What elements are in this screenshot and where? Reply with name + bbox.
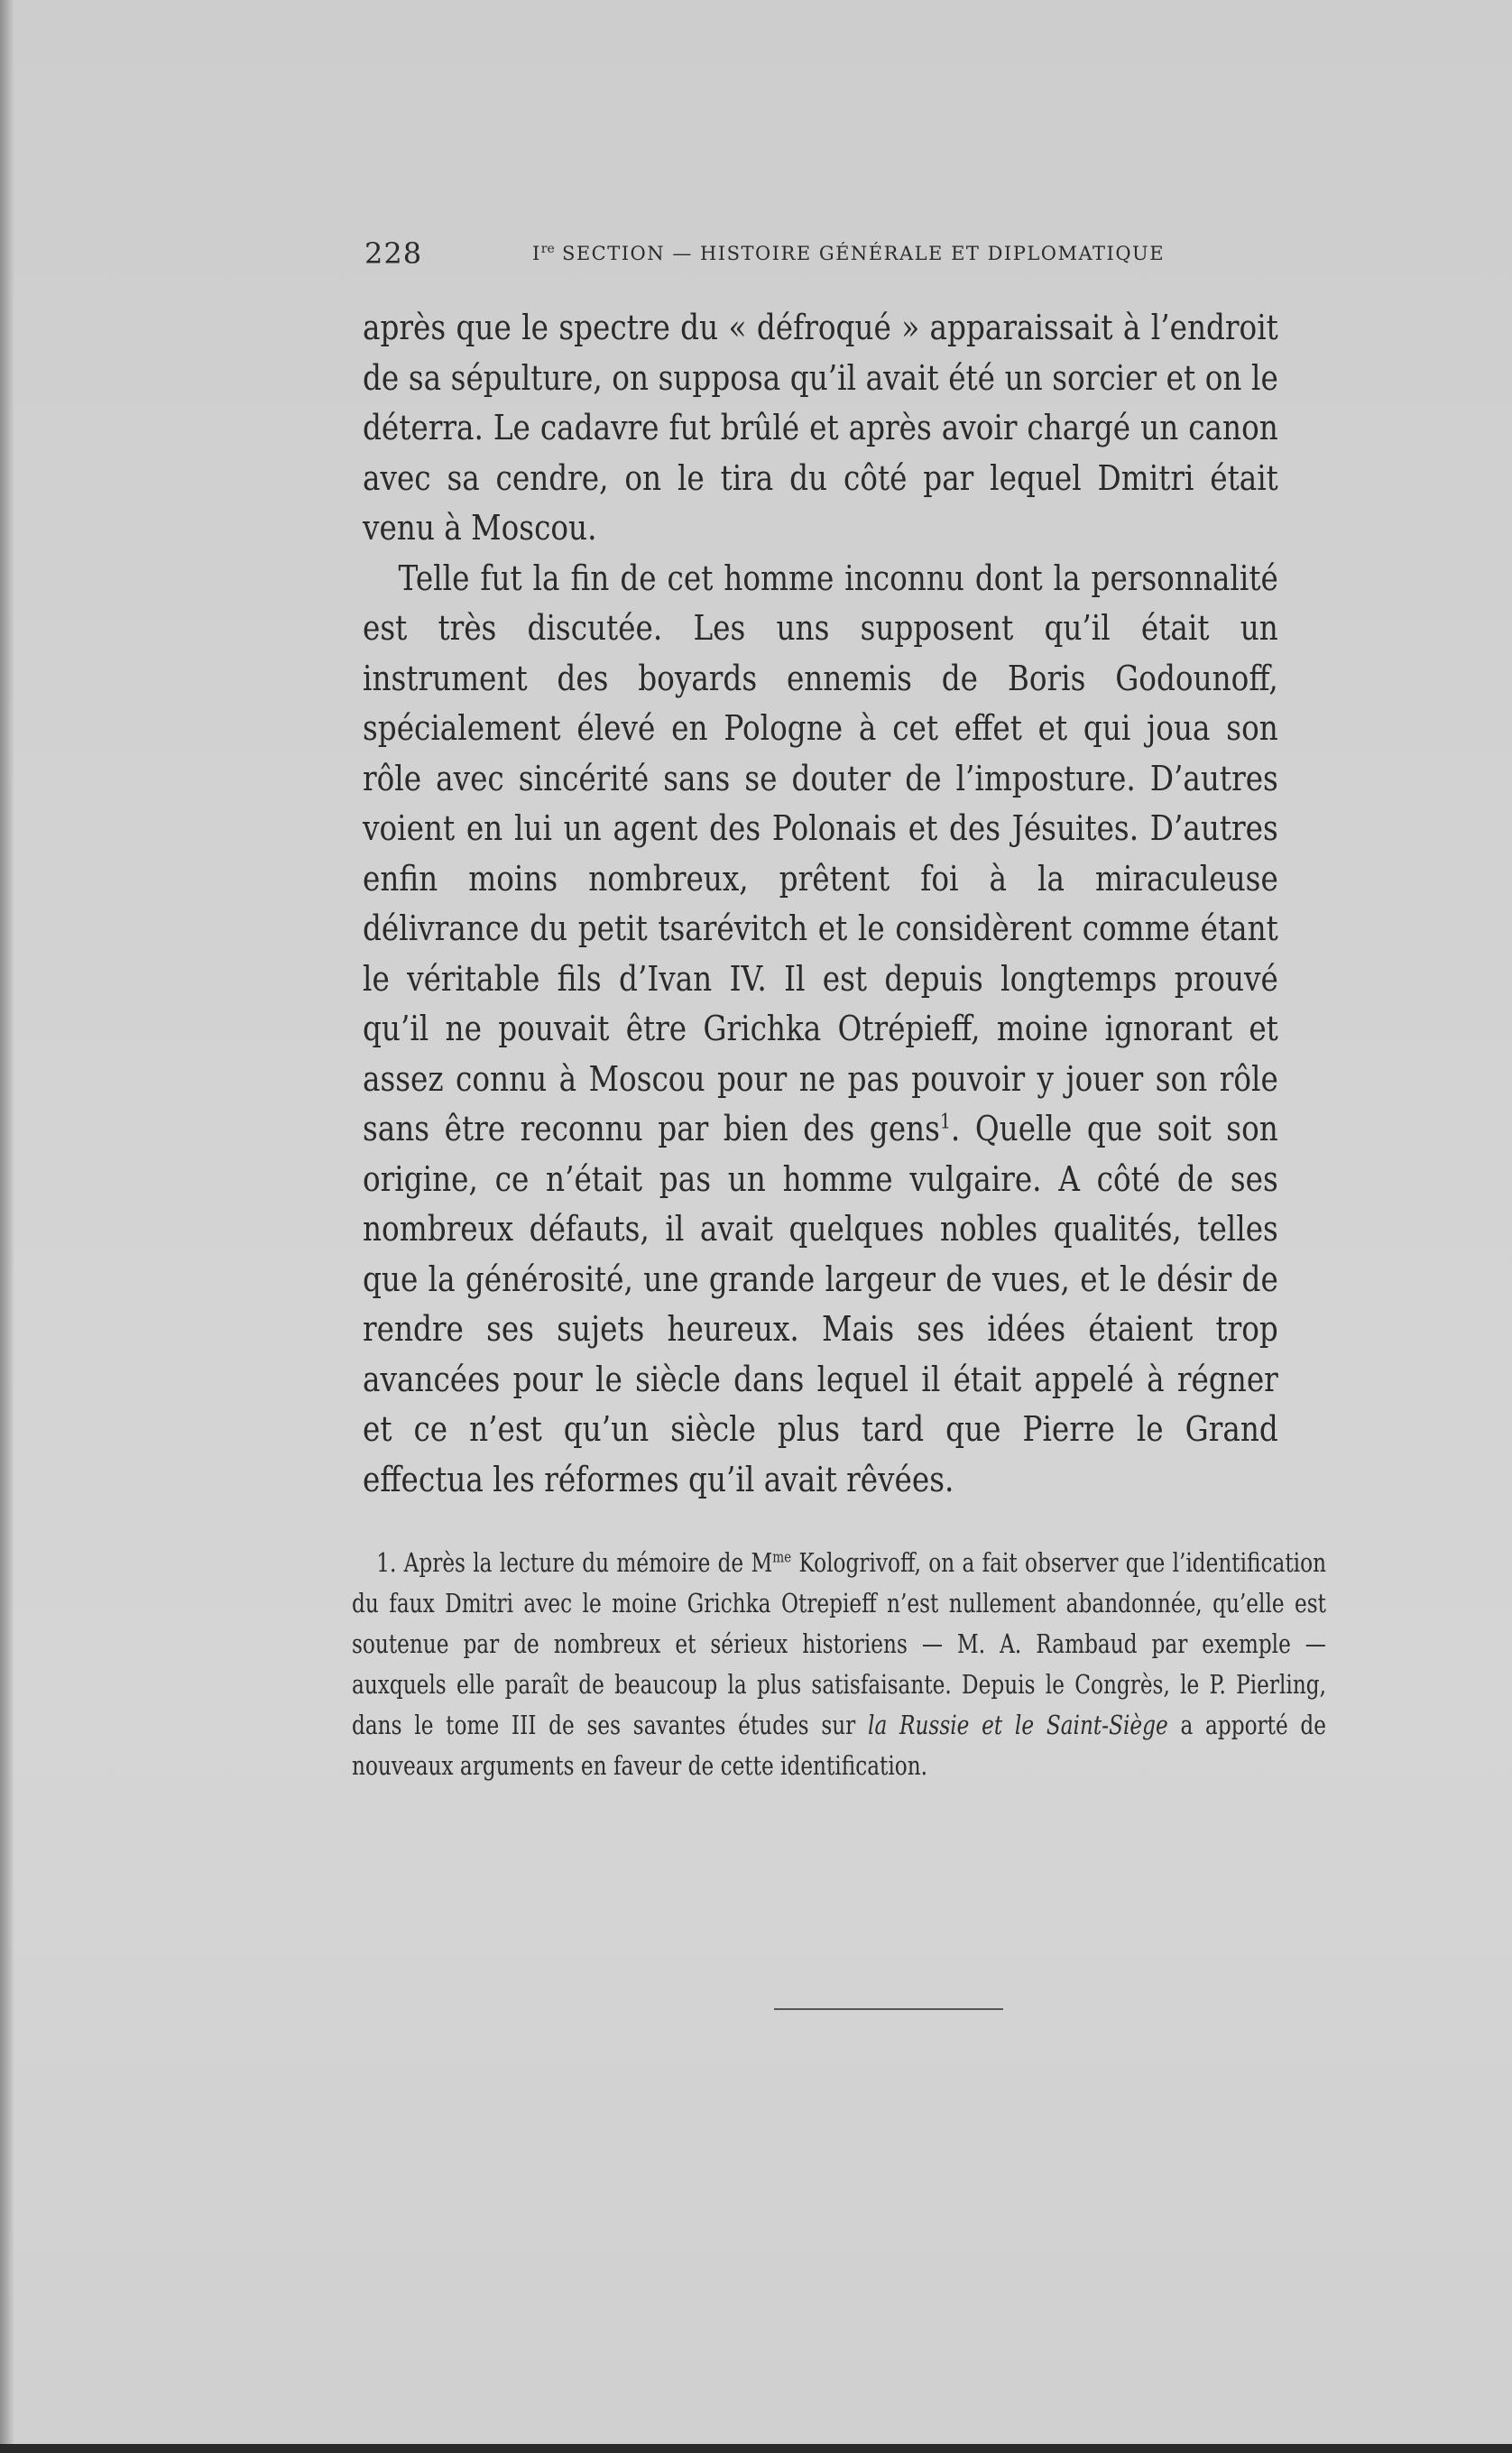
footnote-text-a: Après la lecture du mémoire de M bbox=[403, 1547, 773, 1578]
page-header bbox=[364, 236, 1276, 276]
footnote bbox=[352, 1543, 1326, 1786]
footnote-number: 1. bbox=[376, 1547, 397, 1578]
paragraph-2-part-1: Telle fut la fin de cet homme inconnu dont la personnalité est très discutée. Les uns supposent qu’il était un instrument des boyards ennemis de Boris Godounoff, spécialement élevé en Pologne à cet effet et qui joua son rôle avec sincérité sans se douter de l’imposture. D’autres voient en lui un agent des Polonais et des Jésuites. D’autres enfin moins nombreux, prêtent foi à la miraculeuse délivrance du petit tsarévitch et le considèrent comme étant le véritable fils d’Ivan IV. Il est depuis longtemps prouvé qu’il ne pouvait être Grichka Otrépieff, moine ignorant et assez connu à Moscou pour ne pas pouvoir y jouer son rôle sans être reconnu par bien des gens bbox=[363, 558, 1278, 1148]
running-head bbox=[532, 242, 1165, 264]
section-title: SECTION — HISTOIRE GÉNÉRALE ET DIPLOMATIQUE bbox=[561, 243, 1166, 264]
scan-bottom-edge bbox=[0, 2444, 1512, 2453]
footnote-work-title: la Russie et le Saint-Siège bbox=[868, 1710, 1168, 1740]
paragraph-1: après que le spectre du « défroqué » apparaissait à l’endroit de sa sépulture, on supposa qu’il avait été un sorcier et on le déterra. Le cadavre fut brûlé et après avoir chargé un canon avec sa cendre, on le tira du côté par lequel Dmitri était venu à Moscou. bbox=[363, 308, 1278, 548]
paragraph-2-part-2: . Quelle que soit son origine, ce n’était pas un homme vulgaire. A côté de ses nombreux défauts, il avait quelques nobles qualités, telles que la générosité, une grande largeur de vues, et le désir de rendre ses sujets heureux. Mais ses idées étaient trop avancées pour le siècle dans lequel il était appelé à régner et ce n’est qu’un siècle plus tard que Pierre le Grand effectua les réformes qu’il avait rêvées. bbox=[363, 1109, 1278, 1499]
end-rule bbox=[774, 2008, 1003, 2010]
footnote-text-c: a apporté de nouveaux arguments en faveur de cette identification. bbox=[352, 1710, 1327, 1781]
section-ordinal: I bbox=[532, 243, 541, 264]
footnote-paragraph bbox=[352, 1543, 1326, 1786]
section-ordinal-suffix: re bbox=[540, 242, 555, 256]
page-binding-shadow bbox=[0, 0, 14, 2453]
paragraph-2 bbox=[363, 554, 1278, 1506]
footnote-reference: 1 bbox=[939, 1111, 951, 1134]
footnote-title-abbrev: me bbox=[772, 1548, 792, 1567]
footnote-text-b: Kologrivoff, on a fait observer que l’identification du faux Dmitri avec le moine Grichka Otrepieff n’est nullement abandonnée, qu’elle est soutenue par de nombreux et sérieux historiens — M. A. Rambaud par exemple — auxquels elle paraît de beaucoup la plus satisfaisante. Depuis le Congrès, le P. Pierling, dans le tome III de ses savantes études sur bbox=[352, 1547, 1327, 1740]
page-number: 228 bbox=[364, 236, 423, 271]
main-text bbox=[363, 303, 1278, 1505]
